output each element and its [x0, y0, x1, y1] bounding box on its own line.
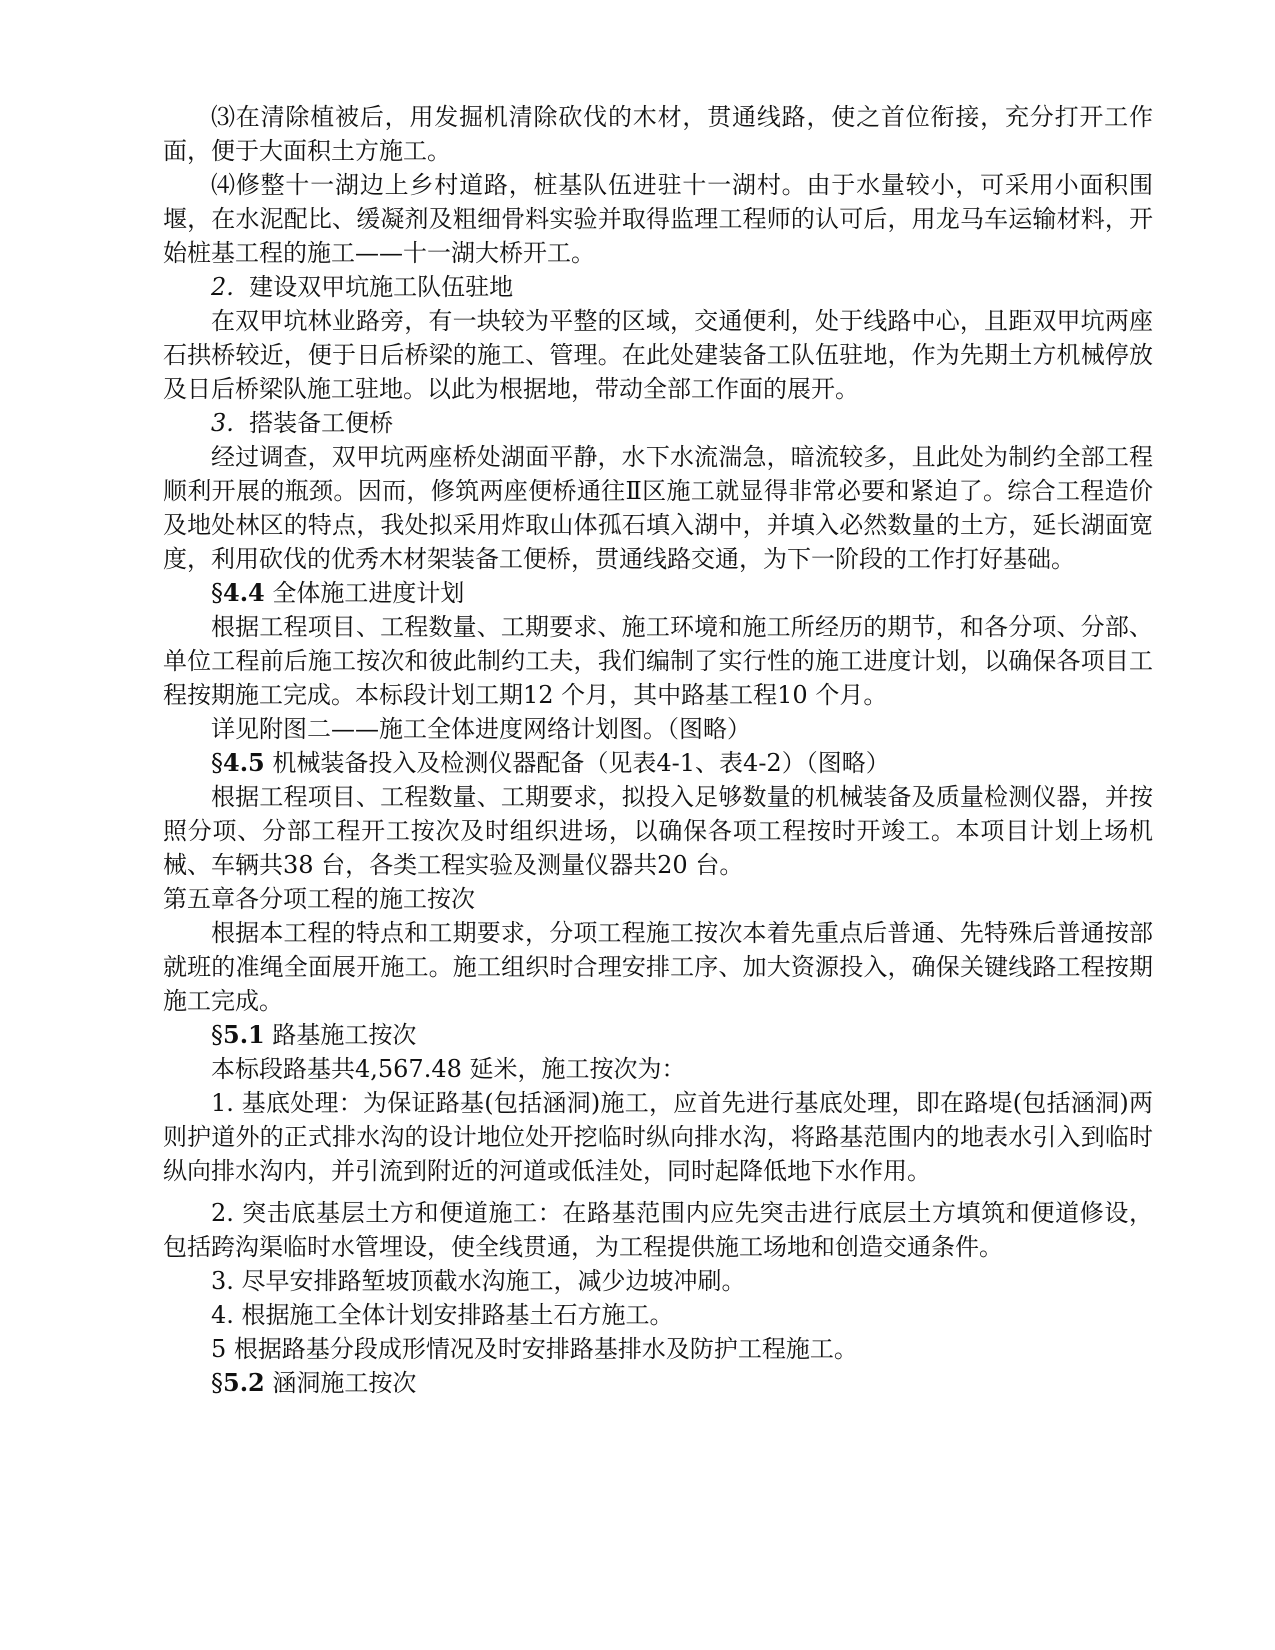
paragraph-schedule-plan: 根据工程项目、工程数量、工期要求、施工环境和施工所经历的期节，和各分项、分部、单位工程前后施工按次和彼此制约工夫，我们编制了实行性的施工进度计划，以确保各项目工程按期施工完成。本标段计划工期12 个月，其中路基工程10 个月。: [163, 613, 1153, 709]
document-body: [163, 100, 1153, 1400]
section-number: 5.1: [223, 1020, 265, 1049]
section-symbol: §: [211, 749, 223, 777]
section-symbol: §: [211, 1021, 223, 1049]
heading-temporary-bridge: [163, 406, 1153, 440]
paragraph-see-figure: 详见附图二——施工全体进度网络计划图。（图略）: [211, 715, 751, 743]
paragraph-roadbed-length: 本标段路基共4,567.48 延米，施工按次为：: [211, 1055, 686, 1083]
section-heading-4-4: [163, 576, 1153, 610]
list-item-earth-rock-work: 4. 根据施工全体计划安排路基土石方施工。: [211, 1301, 674, 1329]
section-heading-5-1: [163, 1018, 1153, 1052]
list-item-intercepting-ditch: 3. 尽早安排路堑坡顶截水沟施工，减少边坡冲刷。: [211, 1267, 746, 1295]
section-heading-4-5: [163, 746, 1153, 780]
section-title: 全体施工进度计划: [272, 579, 465, 607]
list-item-drainage-protection: 5 根据路基分段成形情况及时安排路基排水及防护工程施工。: [211, 1335, 858, 1363]
section-title: 路基施工按次: [272, 1021, 417, 1049]
section-title: 涵洞施工按次: [272, 1369, 417, 1397]
section-number: 4.4: [223, 578, 265, 607]
section-title: 机械装备投入及检测仪器配备（见表4-1、表4-2）（图略）: [272, 749, 890, 777]
list-item-foundation-treatment: 1. 基底处理：为保证路基(包括涵洞)施工，应首先进行基底处理，即在路堤(包括涵洞)两则护道外的正式排水沟的设计地位处开挖临时纵向排水沟，将路基范围内的地表水引入到临时纵向排水沟内，并引流到附近的河道或低洼处，同时起降低地下水作用。: [163, 1089, 1153, 1185]
section-heading-5-2: [163, 1366, 1153, 1400]
heading-build-camp: [163, 270, 1153, 304]
list-item-earthwork-access-road: 2. 突击底基层土方和便道施工：在路基范围内应先突击进行底层土方填筑和便道修设，包括跨沟渠临时水管埋设，使全线贯通，为工程提供施工场地和创造交通条件。: [163, 1199, 1153, 1261]
heading-number: 3.: [211, 409, 234, 437]
section-symbol: §: [211, 579, 223, 607]
heading-number: 2.: [211, 273, 234, 301]
paragraph-clear-timber: ⑶在清除植被后，用发掘机清除砍伐的木材，贯通线路，使之首位衔接，充分打开工作面，便于大面积土方施工。: [163, 103, 1153, 165]
heading-text: 搭装备工便桥: [249, 409, 394, 437]
section-number: 5.2: [223, 1368, 265, 1397]
paragraph-construction-principle: 根据本工程的特点和工期要求，分项工程施工按次本着先重点后普通、先特殊后普通按部就班的准绳全面展开施工。施工组织时合理安排工序、加大资源投入，确保关键线路工程按期施工完成。: [163, 919, 1153, 1015]
paragraph-equipment-input: 根据工程项目、工程数量、工期要求，拟投入足够数量的机械装备及质量检测仪器，并按照分项、分部工程开工按次及时组织进场，以确保各项工程按时开竣工。本项目计划上场机械、车辆共38 台，各类工程实验及测量仪器共20 台。: [163, 783, 1153, 879]
paragraph-bridge-investigation: 经过调查，双甲坑两座桥处湖面平静，水下水流湍急，暗流较多，且此处为制约全部工程顺利开展的瓶颈。因而，修筑两座便桥通往Ⅱ区施工就显得非常必要和紧迫了。综合工程造价及地处林区的特点，我处拟采用炸取山体孤石填入湖中，并填入必然数量的土方，延长湖面宽度，利用砍伐的优秀木材架装备工便桥，贯通线路交通，为下一阶段的工作打好基础。: [163, 443, 1153, 573]
section-number: 4.5: [223, 748, 265, 777]
heading-text: 建设双甲坑施工队伍驻地: [249, 273, 514, 301]
paragraph-camp-location: 在双甲坑林业路旁，有一块较为平整的区域，交通便利，处于线路中心，且距双甲坑两座石拱桥较近，便于日后桥梁的施工、管理。在此处建装备工队伍驻地，作为先期土方机械停放及日后桥梁队施工驻地。以此为根据地，带动全部工作面的展开。: [163, 307, 1153, 403]
chapter-five-title: 第五章各分项工程的施工按次: [163, 885, 475, 913]
paragraph-village-road: ⑷修整十一湖边上乡村道路，桩基队伍进驻十一湖村。由于水量较小，可采用小面积围堰，在水泥配比、缓凝剂及粗细骨料实验并取得监理工程师的认可后，用龙马车运输材料，开始桩基工程的施工——十一湖大桥开工。: [163, 171, 1153, 267]
section-symbol: §: [211, 1369, 223, 1397]
